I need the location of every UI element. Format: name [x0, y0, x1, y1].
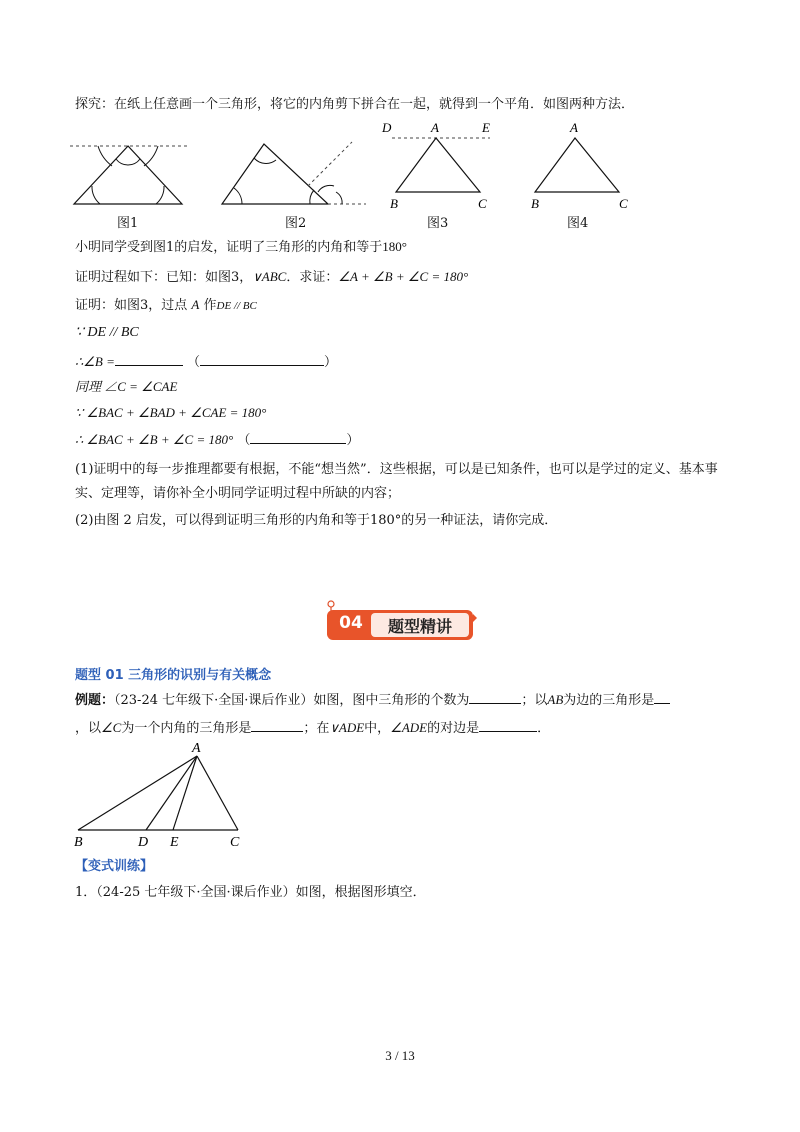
paren-close-2: ） — [346, 433, 360, 448]
figure-3 — [380, 116, 500, 216]
fig3-label-e: E — [482, 120, 490, 135]
ex-label-d: D — [138, 835, 149, 850]
example-text-h: 的对边是 — [427, 721, 480, 736]
paren-open-2: （ — [237, 433, 251, 448]
fig3-label-d: D — [382, 120, 392, 135]
example-blank-1[interactable] — [469, 690, 521, 704]
example-end: ． — [537, 721, 551, 736]
fig3-label-a: A — [431, 120, 439, 135]
ex-label-e: E — [170, 835, 179, 850]
proof-line-6: 同理 ∠C = ∠CAE — [75, 379, 178, 394]
example-angle-c: ∠C — [101, 720, 122, 735]
example-line-1 — [75, 690, 670, 710]
example-blank-2[interactable] — [654, 690, 670, 704]
example-text-g: 中， — [364, 721, 391, 736]
example-triangle: ∨ADE — [329, 720, 365, 735]
proof-line-5 — [75, 352, 337, 372]
question-2-prefix: (2)由图 2 启发，可以得到证明三角形的内角和等于 — [75, 513, 370, 528]
figure-1 — [70, 136, 190, 214]
ex-label-c: C — [230, 835, 240, 850]
example-text-b: ；以 — [521, 693, 548, 708]
proof-line-4: ∵ DE // BC — [75, 325, 139, 340]
example-blank-3[interactable] — [251, 718, 303, 732]
proof-line-2 — [75, 268, 468, 287]
proof-line-1 — [75, 238, 407, 257]
proof-line-1-degree: 180° — [382, 239, 407, 254]
example-label: 例题： — [75, 693, 115, 708]
proof-line-3-mid: 作 — [203, 298, 217, 313]
proof-line-3-parallel: DE // BC — [216, 300, 257, 312]
proof-line-2-equation: ∠A + ∠B + ∠C = 180° — [338, 269, 469, 284]
example-text-d: ，以 — [75, 721, 102, 736]
example-figure — [70, 738, 250, 850]
ex-label-a: A — [192, 741, 201, 756]
banner-number: 04 — [339, 613, 363, 633]
proof-line-3 — [75, 296, 257, 315]
question-2-suffix: 的另一种证法，请你完成． — [401, 513, 558, 528]
fig4-label-c: C — [619, 196, 628, 211]
proof-line-8 — [75, 430, 359, 450]
question-2-degree: 180° — [369, 513, 402, 528]
fig2-caption: 图2 — [285, 216, 307, 231]
proof-line-7: ∵ ∠BAC + ∠BAD + ∠CAE = 180° — [75, 405, 267, 420]
fig4-caption: 图4 — [567, 216, 589, 231]
section-banner — [325, 600, 477, 642]
fig3-caption: 图3 — [427, 216, 449, 231]
proof-line-1-text: 小明同学受到图1的启发，证明了三角形的内角和等于 — [75, 240, 383, 255]
question-1: (1)证明中的每一步推理都要有根据，不能“想当然”．这些根据，可以是已知条件，也可以是学过的定义、基本事实、定理等，请你补全小明同学证明过程中所缺的内容； — [75, 462, 718, 501]
page-number: 3 / 13 — [385, 1048, 415, 1063]
paren-close-1: ） — [324, 355, 338, 370]
fig3-label-c: C — [478, 196, 487, 211]
ex-label-b: B — [74, 835, 83, 850]
figure-4 — [527, 116, 647, 216]
fig1-caption: 图1 — [117, 216, 139, 231]
example-text-a: （23-24 七年级下·全国·课后作业）如图，图中三角形的个数为 — [114, 693, 470, 708]
section-title: 题型 01 三角形的识别与有关概念 — [75, 668, 272, 683]
example-text-e: 为一个内角的三角形是 — [121, 721, 252, 736]
example-blank-4[interactable] — [479, 718, 537, 732]
answer-blank-1[interactable] — [115, 352, 183, 366]
example-text-c: 为边的三角形是 — [563, 693, 655, 708]
answer-blank-3[interactable] — [250, 430, 346, 444]
fig4-label-b: B — [531, 196, 539, 211]
proof-line-3-text: 证明：如图3，过点 — [75, 298, 188, 313]
example-line-2 — [75, 718, 550, 738]
proof-line-2-mid: ．求证： — [286, 270, 339, 285]
example-ab: AB — [547, 692, 564, 707]
proof-line-5-text: ∴∠B = — [75, 354, 115, 369]
paren-open-1: （ — [187, 355, 201, 370]
fig3-label-b: B — [390, 196, 398, 211]
question-2 — [75, 512, 557, 530]
intro-text: 探究：在纸上任意画一个三角形，将它的内角剪下拼合在一起，就得到一个平角．如图两种方法． — [75, 97, 635, 112]
example-text-f: ；在 — [303, 721, 330, 736]
variant-training-heading: 【变式训练】 — [75, 859, 154, 874]
proof-line-2-text: 证明过程如下：已知：如图3， — [75, 270, 253, 285]
fig4-label-a: A — [570, 120, 578, 135]
proof-line-8-text: ∴ ∠BAC + ∠B + ∠C = 180° — [75, 432, 234, 447]
proof-line-2-triangle: ∨ABC — [252, 269, 287, 284]
answer-blank-2[interactable] — [200, 352, 324, 366]
example-angle-ade: ∠ADE — [390, 720, 428, 735]
figure-2 — [218, 140, 368, 212]
banner-title: 题型精讲 — [387, 617, 452, 636]
proof-line-3-point: A — [191, 297, 200, 312]
exercise-1: 1．（24-25 七年级下·全国·课后作业）如图，根据图形填空． — [75, 885, 426, 900]
